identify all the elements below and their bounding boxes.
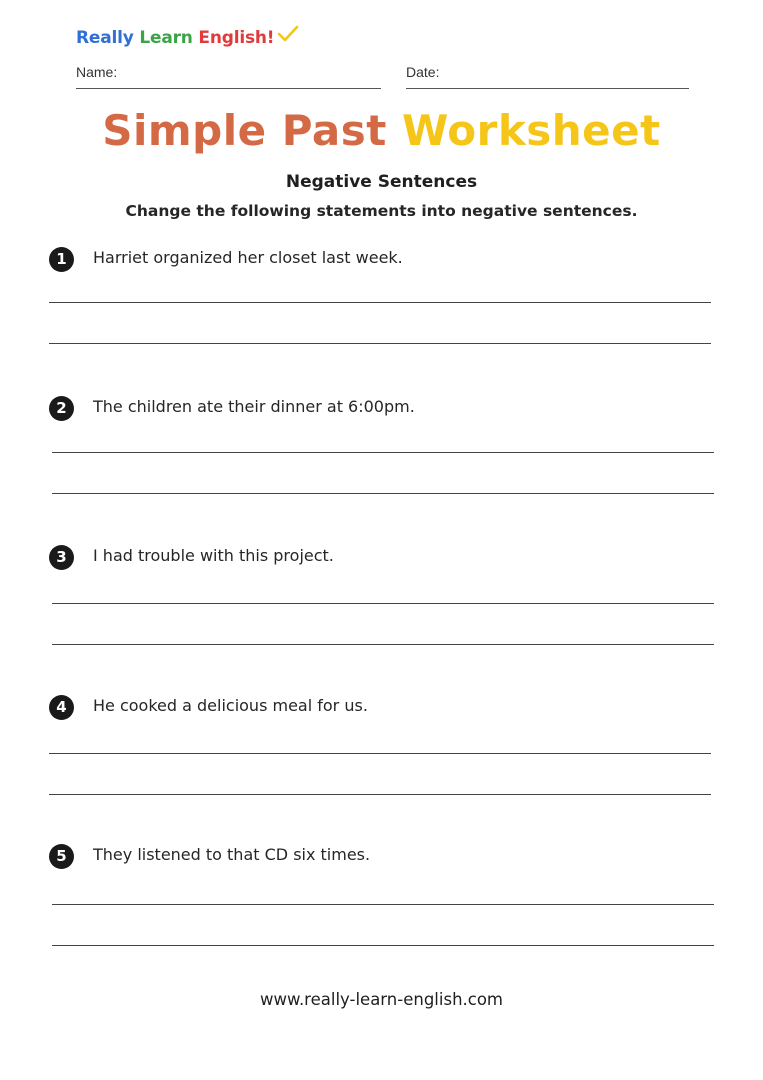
instructions-text: Change the following statements into negative sentences. bbox=[125, 202, 638, 220]
brand-word-learn: Learn bbox=[139, 28, 193, 48]
answer-line[interactable] bbox=[49, 302, 711, 303]
answer-line[interactable] bbox=[49, 794, 711, 795]
name-label: Name: bbox=[76, 64, 118, 80]
answer-line[interactable] bbox=[49, 753, 711, 754]
answer-line[interactable] bbox=[52, 452, 714, 453]
question-text: He cooked a delicious meal for us. bbox=[93, 696, 368, 715]
date-field-line[interactable] bbox=[406, 88, 689, 89]
brand-word-really: Really bbox=[76, 28, 134, 48]
answer-line[interactable] bbox=[52, 904, 714, 905]
brand-word-english: English! bbox=[198, 28, 275, 48]
page-title bbox=[0, 106, 763, 155]
question-text: I had trouble with this project. bbox=[93, 546, 334, 565]
answer-line[interactable] bbox=[52, 493, 714, 494]
question-text: Harriet organized her closet last week. bbox=[93, 248, 403, 267]
title-part-worksheet: Worksheet bbox=[401, 106, 661, 155]
answer-line[interactable] bbox=[52, 603, 714, 604]
answer-line[interactable] bbox=[52, 945, 714, 946]
question-text: The children ate their dinner at 6:00pm. bbox=[93, 397, 415, 416]
question-number-badge: 3 bbox=[49, 545, 74, 570]
footer-url: www.really-learn-english.com bbox=[259, 990, 504, 1009]
question-number-badge: 1 bbox=[49, 247, 74, 272]
section-subtitle: Negative Sentences bbox=[285, 172, 478, 192]
title-part-simple-past: Simple Past bbox=[102, 106, 387, 155]
question-number-badge: 2 bbox=[49, 396, 74, 421]
question-number-badge: 5 bbox=[49, 844, 74, 869]
answer-line[interactable] bbox=[49, 343, 711, 344]
check-icon bbox=[277, 25, 299, 48]
date-label: Date: bbox=[406, 64, 440, 80]
question-text: They listened to that CD six times. bbox=[93, 845, 371, 864]
name-field-line[interactable] bbox=[76, 88, 381, 89]
answer-line[interactable] bbox=[52, 644, 714, 645]
question-number-badge: 4 bbox=[49, 695, 74, 720]
brand-logo bbox=[76, 28, 299, 48]
